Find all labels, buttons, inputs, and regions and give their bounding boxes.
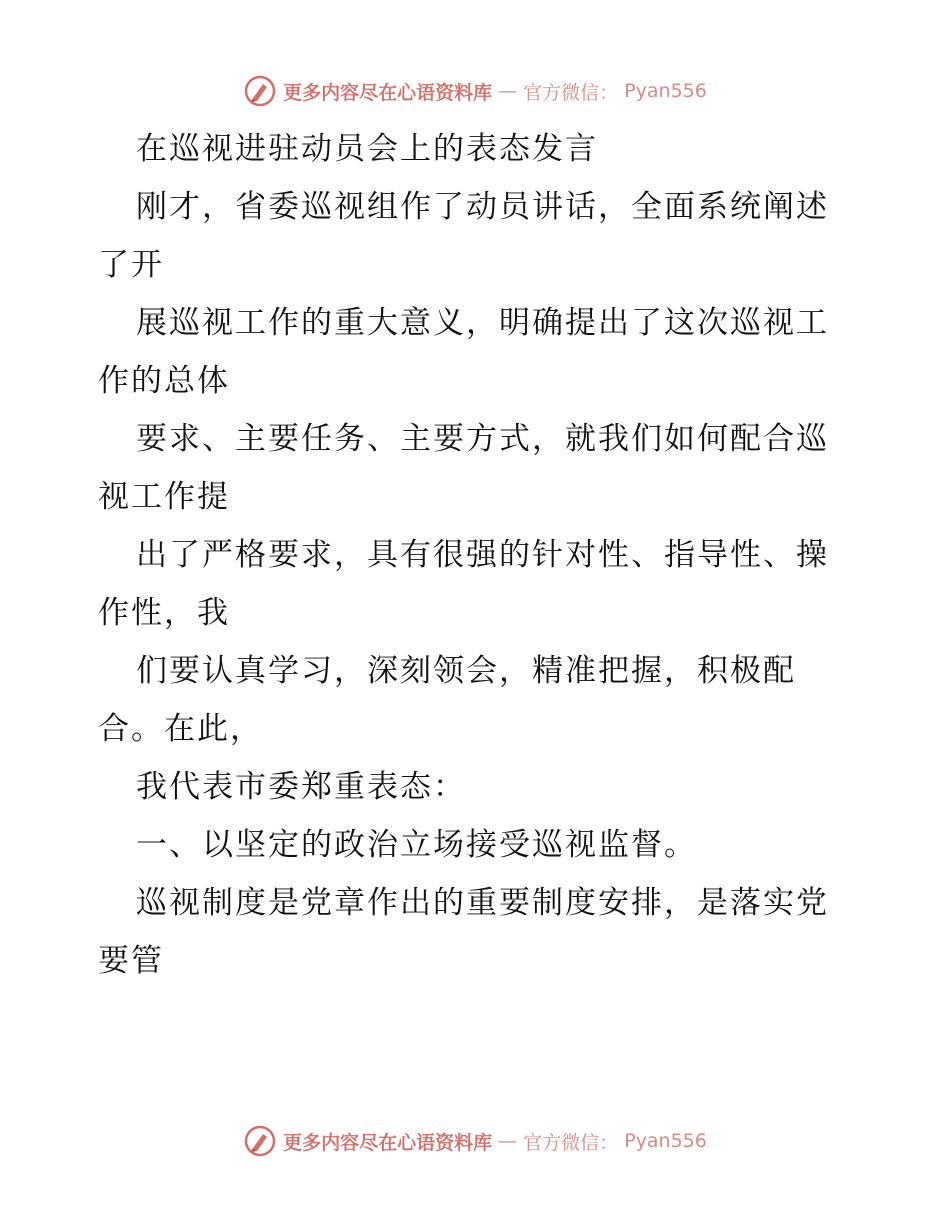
watermark-main-text: 更多内容尽在心语资料库 (283, 1131, 493, 1154)
body-line: 巡视制度是党章作出的重要制度安排，是落实党 (136, 885, 829, 921)
body-line: 我代表市委郑重表态： (136, 769, 466, 805)
watermark-sub-text: 官方微信： (523, 81, 619, 104)
header-watermark (0, 74, 950, 108)
body-line: 要管 (98, 943, 164, 979)
pen-circle-icon (243, 74, 277, 108)
watermark-main-text: 更多内容尽在心语资料库 (283, 81, 493, 104)
body-line: 们要认真学习，深刻领会，精准把握，积极配 (136, 653, 796, 689)
watermark-code: Pyan556 (624, 1130, 707, 1152)
document-title: 在巡视进驻动员会上的表态发言 (136, 131, 598, 167)
body-line: 作的总体 (98, 363, 230, 399)
body-line: 了开 (98, 247, 164, 283)
body-line: 刚才，省委巡视组作了动员讲话，全面系统阐述 (136, 189, 829, 225)
watermark-sub-text: 官方微信： (523, 1131, 619, 1154)
watermark-dash: — (498, 1130, 518, 1152)
body-line: 展巡视工作的重大意义，明确提出了这次巡视工 (136, 305, 829, 341)
document-body (98, 120, 858, 990)
body-line: 要求、主要任务、主要方式，就我们如何配合巡 (136, 421, 829, 457)
watermark-code: Pyan556 (624, 80, 707, 102)
section-heading: 一、以坚定的政治立场接受巡视监督。 (136, 827, 697, 863)
body-line: 视工作提 (98, 479, 230, 515)
watermark-dash: — (498, 80, 518, 102)
body-line: 作性，我 (98, 595, 230, 631)
body-line: 出了严格要求，具有很强的针对性、指导性、操 (136, 537, 829, 573)
footer-watermark (0, 1124, 950, 1158)
body-line: 合。在此， (98, 711, 263, 747)
pen-circle-icon (243, 1124, 277, 1158)
